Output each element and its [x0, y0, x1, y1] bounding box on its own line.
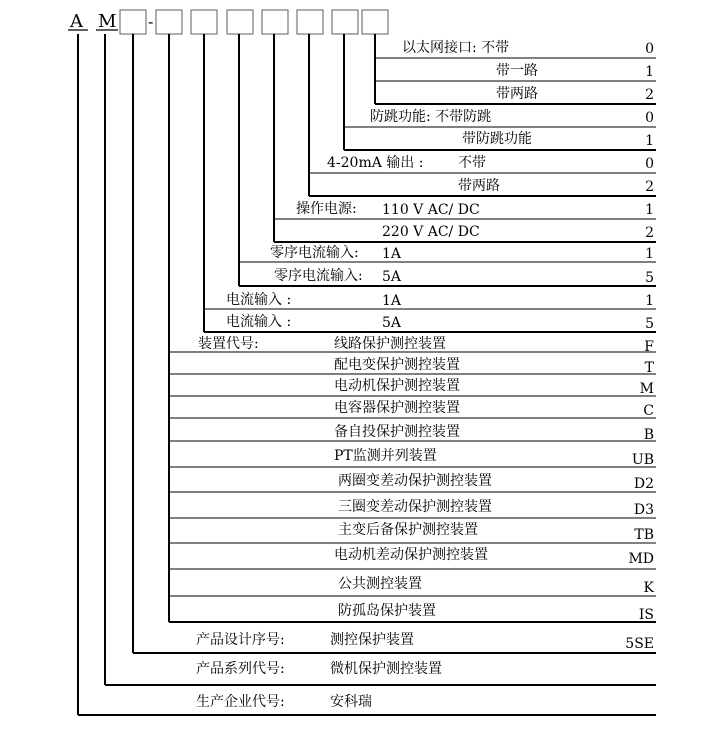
series-code-label: 产品系列代号:: [196, 661, 285, 677]
prefix-dash: -: [148, 12, 154, 31]
option-label: 以太网接口: 不带: [402, 40, 510, 56]
device-name: 公共测控装置: [338, 576, 422, 592]
option-code: 1: [645, 293, 654, 309]
device-code: B: [643, 427, 654, 443]
option-code: 0: [645, 110, 654, 126]
option-label: 零序电流输入:: [274, 268, 363, 284]
device-name: PT监测并列装置: [334, 448, 437, 464]
option-value: 5A: [382, 269, 402, 285]
option-code: 5: [645, 270, 654, 286]
option-code: 2: [645, 225, 654, 241]
option-label: 带防跳功能: [462, 131, 532, 147]
device-code: IS: [638, 607, 654, 623]
device-name: 主变后备保护测控装置: [338, 522, 478, 538]
device-name: 防孤岛保护装置: [338, 603, 436, 619]
prefix-a: A: [70, 11, 83, 32]
option-value: 1A: [382, 293, 402, 309]
option-code: 2: [645, 179, 654, 195]
option-code: 1: [645, 133, 654, 149]
device-code: TB: [634, 527, 654, 543]
option-value: 1A: [382, 246, 402, 262]
code-box-5: [262, 10, 288, 34]
company-code-label: 生产企业代号:: [196, 694, 285, 710]
option-label: 操作电源:: [296, 201, 357, 217]
option-code: 0: [645, 41, 654, 57]
option-label: 带一路: [496, 63, 538, 79]
option-code: 1: [645, 64, 654, 80]
device-name: 电容器保护测控装置: [334, 400, 460, 416]
option-label: 带两路: [458, 178, 500, 194]
series-code-value: 微机保护测控装置: [330, 661, 442, 677]
option-code: 1: [645, 202, 654, 218]
device-name: 备自投保护测控装置: [334, 424, 460, 440]
device-code: F: [644, 339, 654, 355]
option-value: 110 V AC/ DC: [382, 202, 480, 218]
option-code: 1: [645, 246, 654, 262]
option-code: 2: [645, 87, 654, 103]
device-code: C: [643, 403, 654, 419]
device-code: UB: [631, 452, 654, 468]
device-name: 电动机保护测控装置: [334, 378, 460, 394]
design-number-value: 测控保护装置: [330, 632, 414, 648]
code-box-8: [362, 10, 388, 34]
device-code: MD: [628, 551, 654, 567]
code-box-7: [332, 10, 358, 34]
device-name: 两圈变差动保护测控装置: [338, 473, 492, 489]
option-label: 防跳功能: 不带防跳: [370, 109, 492, 125]
device-code: M: [639, 381, 654, 397]
option-value: 不带: [458, 155, 486, 171]
company-code-value: 安科瑞: [330, 694, 372, 710]
option-value: 5A: [382, 315, 402, 331]
code-box-1: [120, 10, 146, 34]
device-code: T: [644, 360, 654, 376]
device-code: D2: [633, 476, 654, 492]
code-box-3: [191, 10, 217, 34]
device-name: 线路保护测控装置: [334, 336, 446, 352]
prefix-m: M: [98, 11, 117, 32]
design-number-code: 5SE: [625, 636, 654, 652]
device-name: 电动机差动保护测控装置: [334, 547, 488, 563]
option-code: 0: [645, 156, 654, 172]
design-number-label: 产品设计序号:: [196, 632, 285, 648]
device-group-label: 装置代号:: [198, 336, 259, 352]
code-box-4: [227, 10, 253, 34]
device-name: 配电变保护测控装置: [334, 357, 460, 373]
option-label: 电流输入 :: [226, 314, 292, 330]
option-label: 带两路: [496, 86, 538, 102]
code-box-2: [156, 10, 182, 34]
device-code: K: [643, 580, 654, 596]
option-label: 4-20mA 输出 :: [327, 155, 424, 171]
device-name: 三圈变差动保护测控装置: [338, 499, 492, 515]
option-code: 5: [645, 316, 654, 332]
option-label: 电流输入 :: [226, 292, 292, 308]
device-code: D3: [633, 502, 654, 518]
option-label: 220 V AC/ DC: [382, 224, 480, 240]
option-label: 零序电流输入:: [270, 245, 359, 261]
code-box-6: [297, 10, 323, 34]
